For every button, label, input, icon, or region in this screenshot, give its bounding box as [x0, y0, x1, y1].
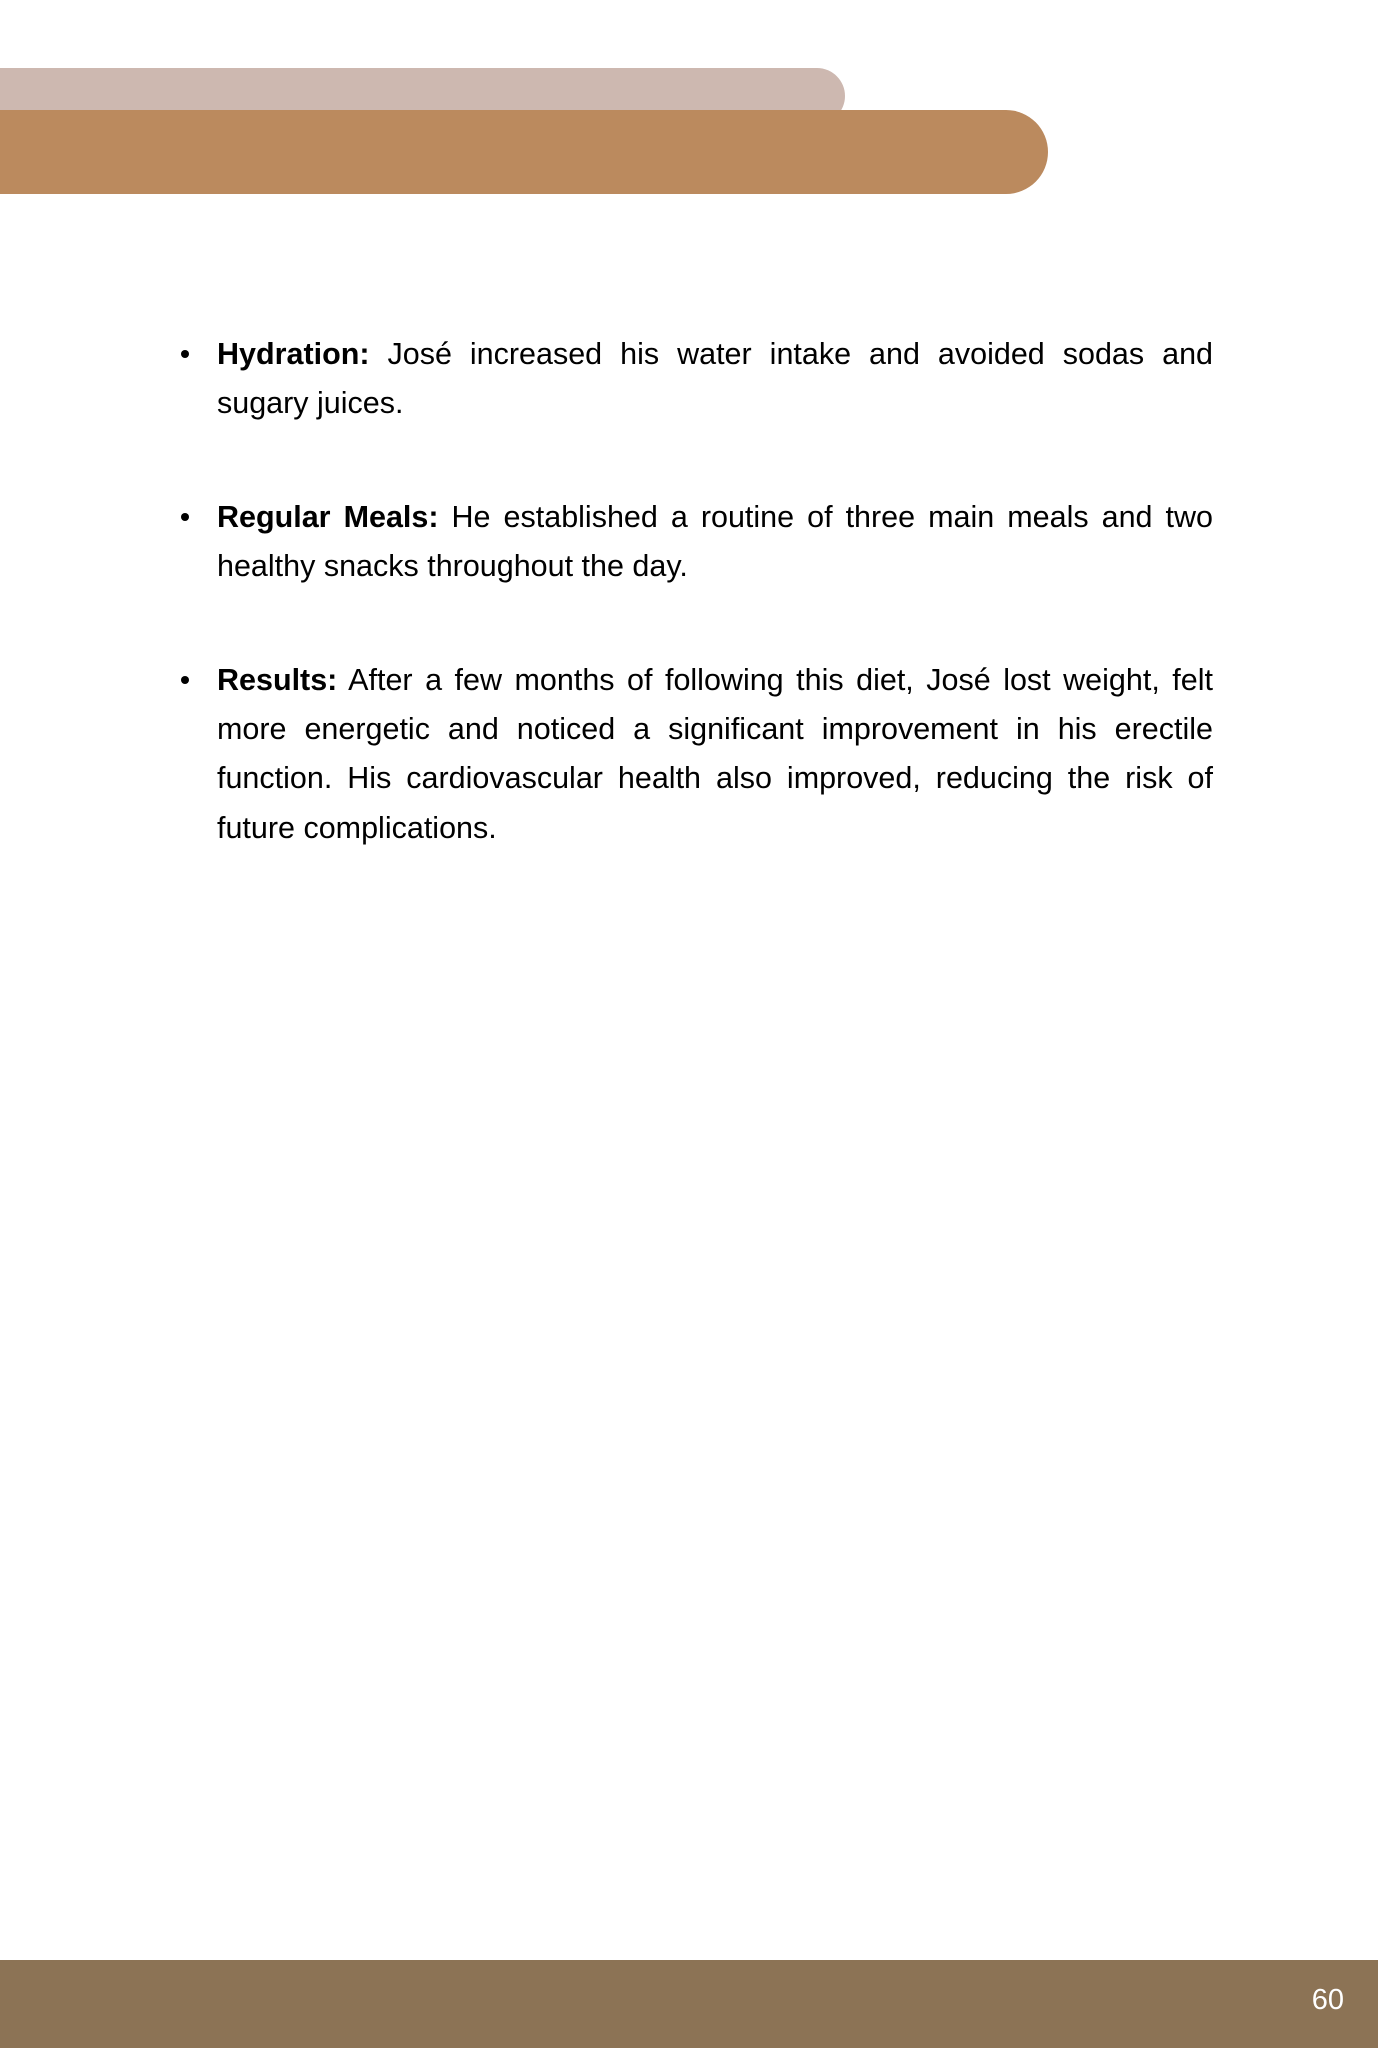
- bullet-dot-icon: [181, 676, 189, 684]
- bullet-dot-icon: [181, 513, 189, 521]
- page-number: 60: [1311, 1984, 1344, 2016]
- list-item-lead: Results:: [217, 662, 338, 697]
- list-item-text: After a few months of following this diet, José lost weight, felt more energetic and noticed a significant improvement in his erectile function. His cardiovascular health also improved, reducing the risk of future complications.: [217, 662, 1213, 845]
- bullet-dot-icon: [181, 350, 189, 358]
- list-item: [175, 493, 1213, 592]
- page-content: [0, 330, 1378, 853]
- header-bar-dark: [0, 110, 1048, 194]
- list-item-lead: Hydration:: [217, 337, 370, 371]
- list-item-text: José increased his water intake and avoided sodas and sugary juices.: [217, 337, 1213, 421]
- page-footer: [0, 1960, 1378, 2048]
- list-item-lead: Regular Meals:: [217, 499, 439, 534]
- header-decoration: [0, 0, 1378, 220]
- bullet-list: [0, 330, 1378, 853]
- list-item: [175, 330, 1213, 429]
- list-item: [175, 656, 1213, 854]
- list-item-text: He established a routine of three main meals and two healthy snacks throughout the day.: [217, 499, 1213, 584]
